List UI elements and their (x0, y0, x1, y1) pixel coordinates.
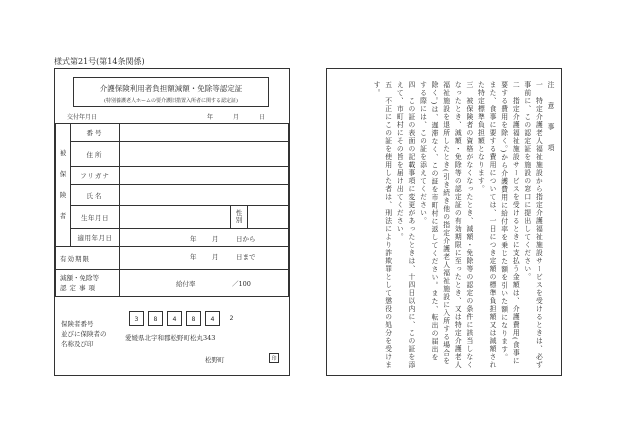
note-item: 二 指定介護福祉施設サービスを受けるときに支払う金額は、介護費用(食事に要する費用を除く。)から介護費用に給付率を乗じた額を引いた額になります。また、食事に要する費用については、一日につき定額の標準負担額又は減額された特定標準負担額となります。 (476, 81, 520, 369)
reduction-field[interactable] (120, 270, 289, 297)
insurer-digit: 8 (148, 311, 163, 326)
insured-group-label: 被 保 険 者 (56, 124, 71, 247)
name-field[interactable] (120, 185, 289, 206)
rate-denominator: ／100 (232, 280, 251, 288)
issue-day: 日 (259, 114, 266, 121)
address-row (56, 142, 289, 167)
title-box (73, 77, 269, 107)
insurer-digit: 4 (167, 311, 182, 326)
insurer-digit: 3 (129, 311, 144, 326)
note-item: 一 特定介護老人福祉施設から指定介護福祉施設サービスを受けるときは、必ず事前に、この認定証を施設の窓口に提出してください。 (522, 81, 543, 369)
expiry-row (56, 247, 289, 270)
registration-table (55, 123, 289, 297)
seal-stamp: 印 (269, 353, 279, 363)
certificate-back (326, 68, 562, 376)
start-date-row (56, 229, 289, 247)
reduction-label: 減額・免除等 認定事項 (56, 270, 120, 297)
name-row (56, 185, 289, 206)
form-number: 様式第21号(第14条関係) (54, 57, 145, 66)
notes-section (370, 81, 556, 369)
expiry-label: 有効期限 (56, 247, 120, 270)
issue-date-label: 交付年月日 (67, 114, 98, 121)
start-date-field[interactable]: 年 月 日から (120, 229, 289, 247)
number-label: 番号 (71, 124, 120, 142)
insurer-area (55, 303, 289, 375)
address-field[interactable] (120, 142, 289, 167)
certificate-front (54, 68, 290, 376)
certificate-subtitle: (特別養護老人ホームの要介護旧措置入所者に関する認定証) (104, 98, 238, 104)
furigana-row (56, 167, 289, 185)
sex-field[interactable] (248, 206, 289, 229)
birthdate-row (56, 206, 289, 229)
number-row (56, 124, 289, 142)
birthdate-label: 生年月日 (71, 206, 120, 229)
insurer-digit: 4 (205, 311, 220, 326)
address-label: 住所 (71, 142, 120, 167)
furigana-label: フリガナ (71, 167, 120, 185)
number-field[interactable] (120, 124, 289, 142)
issue-year: 年 (207, 114, 214, 121)
insurer-name: 松野町 (205, 356, 225, 364)
reduction-row (56, 270, 289, 297)
notes-title: 注 意 事 項 (546, 81, 554, 157)
note-item: 三 被保険者の資格がなくなったとき、減額・免除等の認定の条件に該当しなくなったとき、減額・免除等の認定証の有効期限に至ったとき、又は特定介護老人福祉施設を退所したとき(引き続き他の指定介護老人福祉施設に入所する場合を除く。)は、遅滞なく、この証を市町村に返してください。また、転出の届出をする際には、この証を添えてください。 (418, 81, 473, 369)
name-label: 氏名 (71, 185, 120, 206)
furigana-field[interactable] (120, 167, 289, 185)
expiry-field[interactable]: 年 月 日まで (120, 247, 289, 270)
note-item: 五 不正にこの証を使用した者は、刑法により詐欺罪として懲役の処分を受けます。 (372, 81, 392, 369)
start-date-label: 適用年月日 (71, 229, 120, 247)
issue-month: 月 (233, 114, 240, 121)
insurer-digit: 8 (186, 311, 201, 326)
certificate-title: 介護保険利用者負担額減額・免除等認定証 (99, 84, 243, 93)
note-item: 四 この証の表面の記載事項に変更があったときは、十四日以内に、この証を添えて、市町村にその旨を届け出てください。 (395, 81, 415, 369)
issue-date-row (55, 111, 291, 121)
birthdate-field[interactable] (120, 206, 231, 229)
sex-label: 性 別 (231, 206, 248, 229)
rate-label: 給付率 (176, 280, 196, 288)
insurer-label: 保険者番号 並びに保険者の 名称及び印 (61, 320, 107, 348)
insurer-address: 愛媛県北宇和郡松野町松丸343 (125, 334, 216, 342)
insurer-digit: 2 (229, 314, 234, 322)
